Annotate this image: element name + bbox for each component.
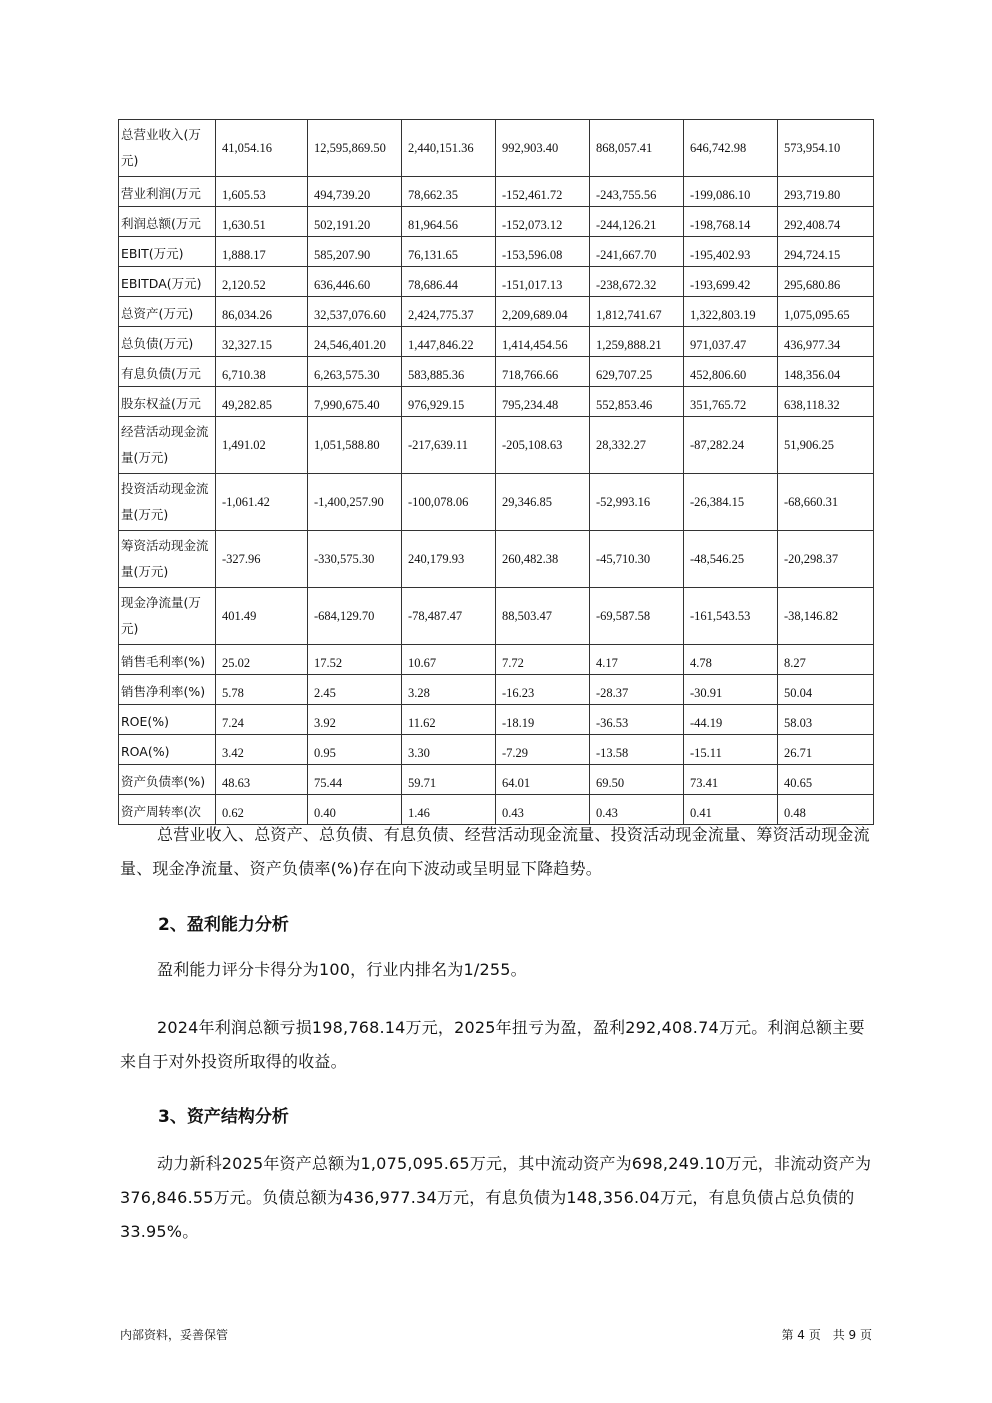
row-label: 股东权益(万元	[119, 387, 216, 417]
table-cell: 638,118.32	[778, 387, 874, 417]
row-label: 利润总额(万元	[119, 207, 216, 237]
table-row	[119, 705, 874, 735]
table-cell: 8.27	[778, 645, 874, 675]
table-cell: 5.78	[216, 675, 308, 705]
table-row	[119, 675, 874, 705]
table-row	[119, 645, 874, 675]
table-cell: 1,259,888.21	[590, 327, 684, 357]
table-row	[119, 588, 874, 645]
table-row	[119, 267, 874, 297]
table-cell: -199,086.10	[684, 177, 778, 207]
row-label: 资产负债率(%)	[119, 765, 216, 795]
table-cell: -327.96	[216, 531, 308, 588]
table-row	[119, 207, 874, 237]
table-row	[119, 387, 874, 417]
table-cell: 452,806.60	[684, 357, 778, 387]
row-label: 现金净流量(万元)	[119, 588, 216, 645]
table-cell: 1,447,846.22	[402, 327, 496, 357]
table-cell: -69,587.58	[590, 588, 684, 645]
table-row	[119, 237, 874, 267]
table-cell: 1,605.53	[216, 177, 308, 207]
table-cell: -20,298.37	[778, 531, 874, 588]
table-cell: -152,461.72	[496, 177, 590, 207]
table-cell: -30.91	[684, 675, 778, 705]
table-cell: 2.45	[308, 675, 402, 705]
table-cell: 40.65	[778, 765, 874, 795]
table-cell: 1.46	[402, 795, 496, 825]
asset-structure-paragraph: 动力新科2025年资产总额为1,075,095.65万元，其中流动资产为698,249.10万元，非流动资产为376,846.55万元。负债总额为436,977.34万元，有息负债为148,356.04万元，有息负债占总负债的33.95%。	[120, 1154, 872, 1241]
table-cell: 1,051,588.80	[308, 417, 402, 474]
table-cell: 629,707.25	[590, 357, 684, 387]
table-cell: 0.48	[778, 795, 874, 825]
profit-total-paragraph: 2024年利润总额亏损198,768.14万元，2025年扭亏为盈，盈利292,408.74万元。利润总额主要来自于对外投资所取得的收益。	[120, 1018, 865, 1071]
row-label: EBITDA(万元)	[119, 267, 216, 297]
row-label: 总资产(万元)	[119, 297, 216, 327]
table-cell: -15.11	[684, 735, 778, 765]
table-body	[119, 120, 874, 825]
table-cell: 718,766.66	[496, 357, 590, 387]
table-cell: 78,686.44	[402, 267, 496, 297]
table-cell: 292,408.74	[778, 207, 874, 237]
table-cell: 73.41	[684, 765, 778, 795]
table-cell: -152,073.12	[496, 207, 590, 237]
table-cell: 51,906.25	[778, 417, 874, 474]
table-cell: 1,888.17	[216, 237, 308, 267]
table-cell: 59.71	[402, 765, 496, 795]
table-cell: -217,639.11	[402, 417, 496, 474]
table-row	[119, 120, 874, 177]
table-cell: 4.78	[684, 645, 778, 675]
table-cell: 436,977.34	[778, 327, 874, 357]
table-cell: -238,672.32	[590, 267, 684, 297]
table-cell: 1,322,803.19	[684, 297, 778, 327]
table-row	[119, 357, 874, 387]
table-cell: 2,209,689.04	[496, 297, 590, 327]
table-cell: -1,061.42	[216, 474, 308, 531]
table-cell: -28.37	[590, 675, 684, 705]
table-cell: -193,699.42	[684, 267, 778, 297]
table-cell: -48,546.25	[684, 531, 778, 588]
table-cell: -1,400,257.90	[308, 474, 402, 531]
table-cell: 583,885.36	[402, 357, 496, 387]
table-cell: -205,108.63	[496, 417, 590, 474]
table-cell: 7.24	[216, 705, 308, 735]
table-cell: -198,768.14	[684, 207, 778, 237]
table-cell: 0.95	[308, 735, 402, 765]
table-cell: 7,990,675.40	[308, 387, 402, 417]
table-cell: 1,812,741.67	[590, 297, 684, 327]
table-cell: 17.52	[308, 645, 402, 675]
table-cell: 573,954.10	[778, 120, 874, 177]
table-cell: -26,384.15	[684, 474, 778, 531]
table-cell: 10.67	[402, 645, 496, 675]
table-cell: -78,487.47	[402, 588, 496, 645]
table-cell: 3.92	[308, 705, 402, 735]
table-cell: 64.01	[496, 765, 590, 795]
table-cell: 88,503.47	[496, 588, 590, 645]
table-cell: 1,491.02	[216, 417, 308, 474]
table-cell: 1,414,454.56	[496, 327, 590, 357]
table-cell: 494,739.20	[308, 177, 402, 207]
table-cell: 69.50	[590, 765, 684, 795]
financial-table	[118, 119, 874, 825]
table-cell: 1,630.51	[216, 207, 308, 237]
table-cell: -161,543.53	[684, 588, 778, 645]
table-cell: 29,346.85	[496, 474, 590, 531]
table-cell: -241,667.70	[590, 237, 684, 267]
table-cell: -38,146.82	[778, 588, 874, 645]
table-cell: 24,546,401.20	[308, 327, 402, 357]
table-cell: 0.41	[684, 795, 778, 825]
table-cell: 41,054.16	[216, 120, 308, 177]
table-cell: 3.28	[402, 675, 496, 705]
table-cell: 76,131.65	[402, 237, 496, 267]
row-label: ROA(%)	[119, 735, 216, 765]
table-cell: 25.02	[216, 645, 308, 675]
table-cell: 78,662.35	[402, 177, 496, 207]
table-cell: -684,129.70	[308, 588, 402, 645]
table-cell: 502,191.20	[308, 207, 402, 237]
table-cell: 6,710.38	[216, 357, 308, 387]
table-row	[119, 474, 874, 531]
table-cell: 11.62	[402, 705, 496, 735]
table-cell: 585,207.90	[308, 237, 402, 267]
row-label: 经营活动现金流量(万元)	[119, 417, 216, 474]
footer-confidential-note: 内部资料，妥善保管	[120, 1328, 229, 1342]
footer-page-number: 第 4 页 共 9 页	[781, 1328, 872, 1342]
table-row	[119, 735, 874, 765]
section-heading-profitability: 2、盈利能力分析	[158, 915, 289, 935]
table-cell: 2,424,775.37	[402, 297, 496, 327]
table-row	[119, 417, 874, 474]
row-label: 投资活动现金流量(万元)	[119, 474, 216, 531]
table-cell: -151,017.13	[496, 267, 590, 297]
table-cell: -100,078.06	[402, 474, 496, 531]
table-cell: -44.19	[684, 705, 778, 735]
table-cell: -68,660.31	[778, 474, 874, 531]
table-row	[119, 765, 874, 795]
table-cell: -52,993.16	[590, 474, 684, 531]
table-cell: 795,234.48	[496, 387, 590, 417]
table-cell: 0.40	[308, 795, 402, 825]
row-label: 销售毛利率(%)	[119, 645, 216, 675]
table-row	[119, 531, 874, 588]
table-cell: 0.43	[496, 795, 590, 825]
table-cell: 3.42	[216, 735, 308, 765]
table-cell: 401.49	[216, 588, 308, 645]
table-cell: 32,537,076.60	[308, 297, 402, 327]
table-cell: 26.71	[778, 735, 874, 765]
table-cell: -244,126.21	[590, 207, 684, 237]
table-cell: 28,332.27	[590, 417, 684, 474]
table-cell: -13.58	[590, 735, 684, 765]
table-cell: 293,719.80	[778, 177, 874, 207]
table-cell: 2,440,151.36	[402, 120, 496, 177]
table-cell: -45,710.30	[590, 531, 684, 588]
table-cell: 636,446.60	[308, 267, 402, 297]
table-cell: 295,680.86	[778, 267, 874, 297]
table-cell: -18.19	[496, 705, 590, 735]
table-cell: 50.04	[778, 675, 874, 705]
row-label: EBIT(万元)	[119, 237, 216, 267]
table-cell: 4.17	[590, 645, 684, 675]
summary-paragraph: 总营业收入、总资产、总负债、有息负债、经营活动现金流量、投资活动现金流量、筹资活动现金流量、现金净流量、资产负债率(%)存在向下波动或呈明显下降趋势。	[120, 825, 870, 878]
table-cell: 148,356.04	[778, 357, 874, 387]
table-cell: 992,903.40	[496, 120, 590, 177]
table-cell: 7.72	[496, 645, 590, 675]
table-cell: 552,853.46	[590, 387, 684, 417]
row-label: 筹资活动现金流量(万元)	[119, 531, 216, 588]
row-label: 销售净利率(%)	[119, 675, 216, 705]
table-cell: 260,482.38	[496, 531, 590, 588]
table-row	[119, 297, 874, 327]
table-cell: 294,724.15	[778, 237, 874, 267]
row-label: 有息负债(万元	[119, 357, 216, 387]
table-cell: 971,037.47	[684, 327, 778, 357]
table-cell: -87,282.24	[684, 417, 778, 474]
table-cell: 0.43	[590, 795, 684, 825]
table-cell: 1,075,095.65	[778, 297, 874, 327]
table-cell: 646,742.98	[684, 120, 778, 177]
row-label: 总营业收入(万元)	[119, 120, 216, 177]
table-cell: 0.62	[216, 795, 308, 825]
table-cell: 49,282.85	[216, 387, 308, 417]
row-label: 资产周转率(次	[119, 795, 216, 825]
table-cell: 81,964.56	[402, 207, 496, 237]
row-label: ROE(%)	[119, 705, 216, 735]
row-label: 营业利润(万元	[119, 177, 216, 207]
table-cell: 32,327.15	[216, 327, 308, 357]
table-cell: -36.53	[590, 705, 684, 735]
table-row	[119, 327, 874, 357]
table-row	[119, 177, 874, 207]
section-heading-asset-structure: 3、资产结构分析	[158, 1107, 289, 1127]
row-label: 总负债(万元)	[119, 327, 216, 357]
table-cell: -16.23	[496, 675, 590, 705]
table-cell: 351,765.72	[684, 387, 778, 417]
table-cell: 868,057.41	[590, 120, 684, 177]
table-cell: 240,179.93	[402, 531, 496, 588]
table-cell: 976,929.15	[402, 387, 496, 417]
table-cell: 12,595,869.50	[308, 120, 402, 177]
table-cell: -243,755.56	[590, 177, 684, 207]
table-cell: -7.29	[496, 735, 590, 765]
table-cell: -153,596.08	[496, 237, 590, 267]
table-cell: 6,263,575.30	[308, 357, 402, 387]
table-cell: -330,575.30	[308, 531, 402, 588]
table-cell: 58.03	[778, 705, 874, 735]
table-cell: 86,034.26	[216, 297, 308, 327]
table-cell: 48.63	[216, 765, 308, 795]
table-cell: 75.44	[308, 765, 402, 795]
profitability-score-paragraph: 盈利能力评分卡得分为100，行业内排名为1/255。	[157, 960, 527, 979]
table-cell: 2,120.52	[216, 267, 308, 297]
table-cell: 3.30	[402, 735, 496, 765]
table-cell: -195,402.93	[684, 237, 778, 267]
